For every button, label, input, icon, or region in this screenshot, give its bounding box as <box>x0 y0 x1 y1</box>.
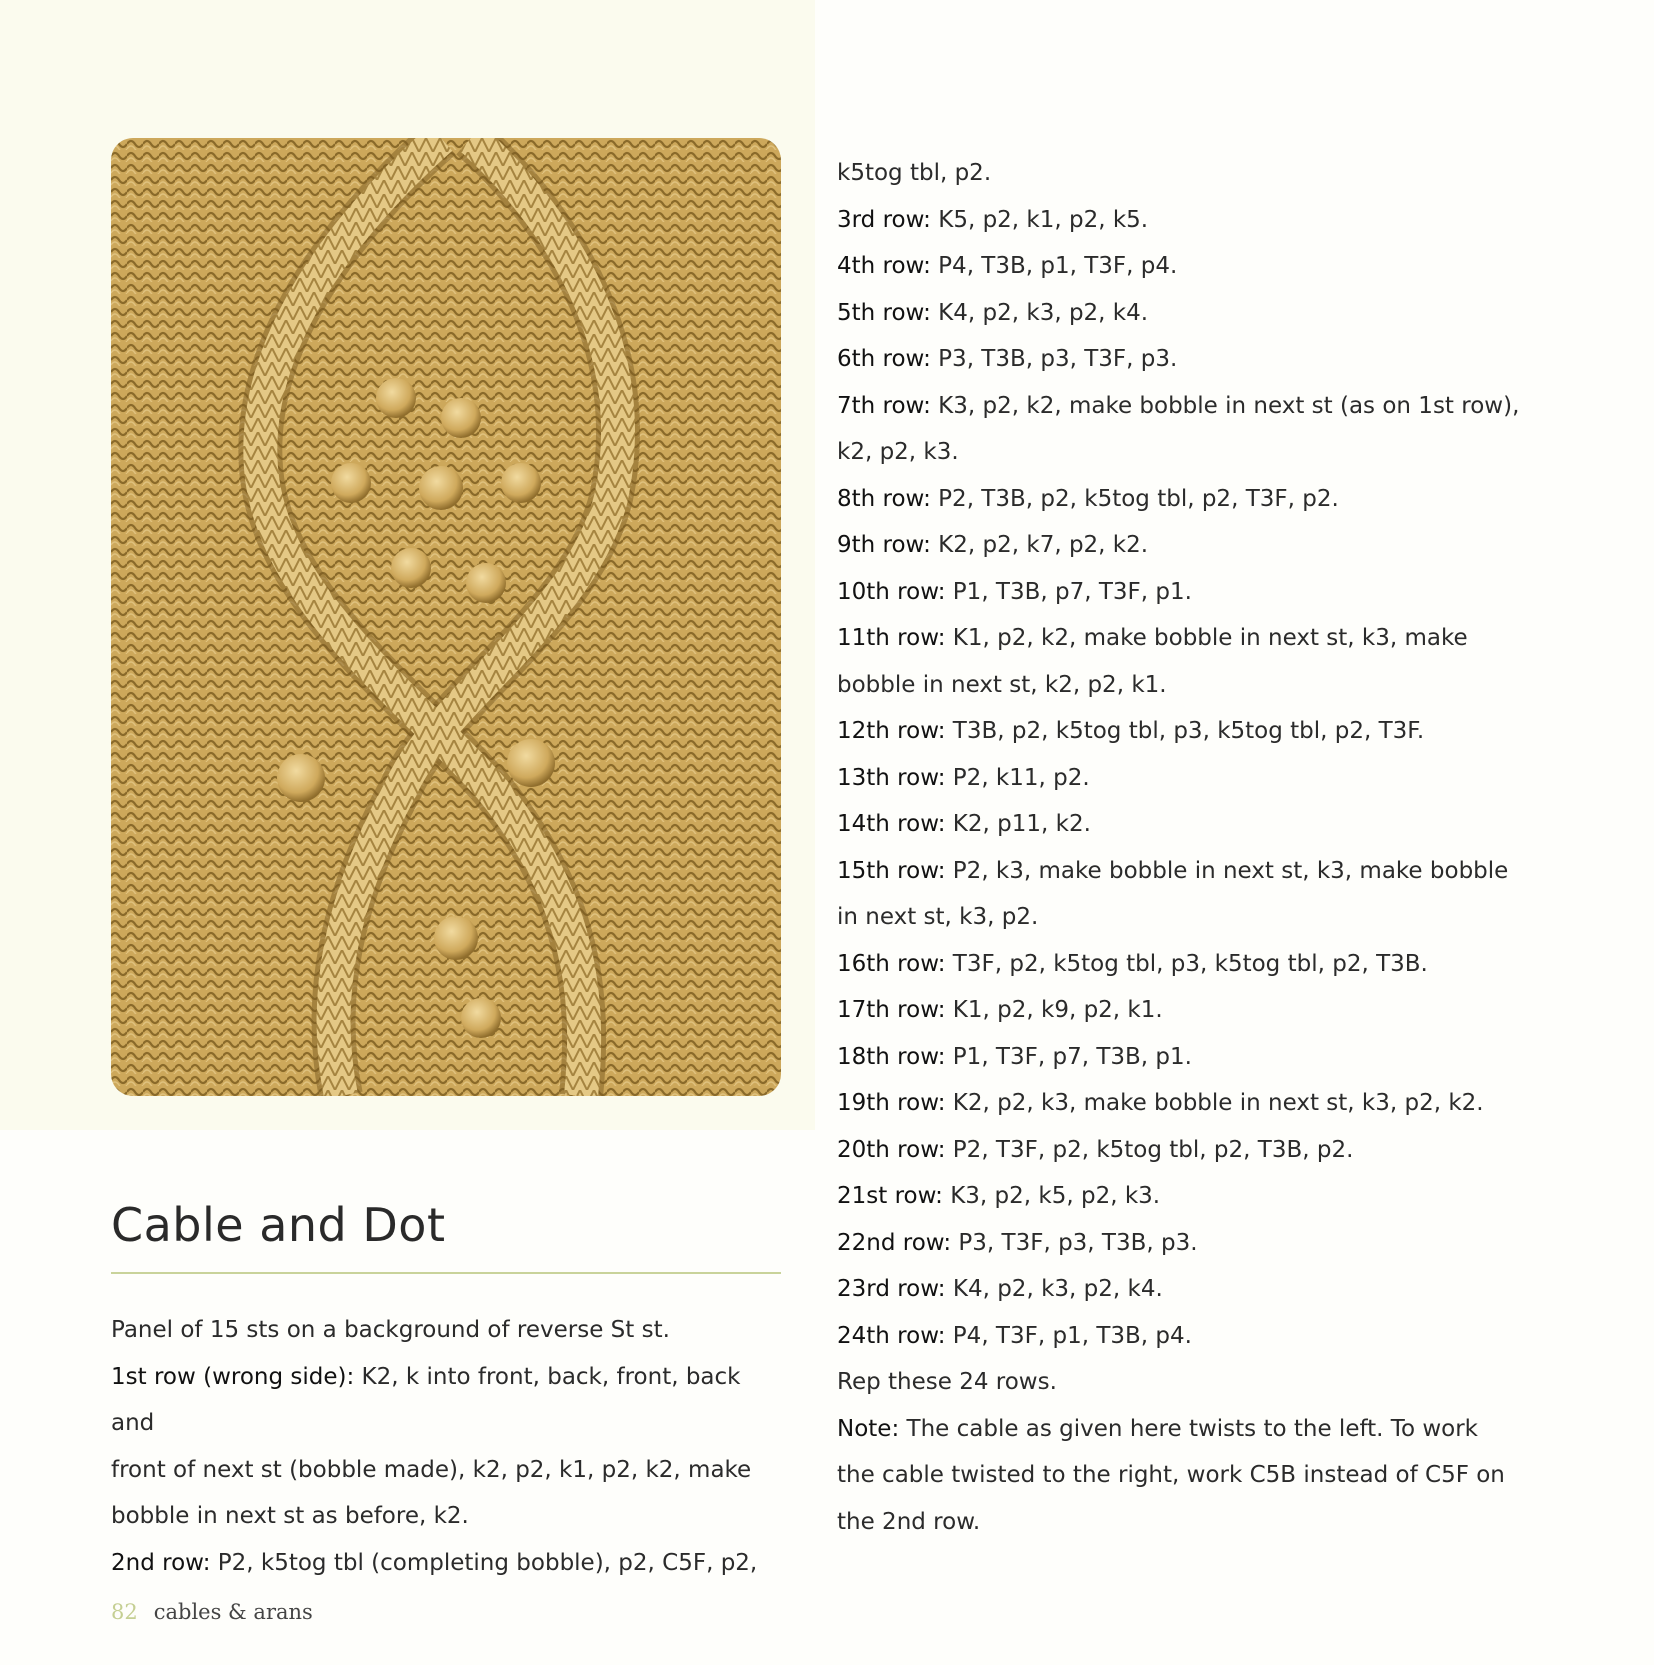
row-1-text-end: bobble in next st as before, k2. <box>111 1503 469 1529</box>
row-6-text: P3, T3B, p3, T3F, p3. <box>930 346 1178 372</box>
page-footer <box>111 1600 313 1624</box>
section-name: cables & arans <box>153 1600 313 1624</box>
row-22 <box>837 1220 1537 1267</box>
row-15 <box>837 848 1537 895</box>
row-15-text-cont: in next st, k3, p2. <box>837 904 1039 930</box>
row-20-text: P2, T3F, p2, k5tog tbl, p2, T3B, p2. <box>945 1136 1354 1163</box>
row-12-text: T3B, p2, k5tog tbl, p3, k5tog tbl, p2, T3F. <box>945 718 1425 744</box>
row-24-label: 24th row: <box>837 1322 946 1349</box>
instructions-column-left <box>111 1307 791 1586</box>
row-17 <box>837 987 1537 1034</box>
row-22-label: 22nd row: <box>837 1229 952 1256</box>
row-4 <box>837 243 1537 290</box>
row-19 <box>837 1080 1537 1127</box>
row-11 <box>837 615 1537 662</box>
row-11-text: K1, p2, k2, make bobble in next st, k3, make <box>945 625 1468 651</box>
row-23-label: 23rd row: <box>837 1276 946 1302</box>
row-24 <box>837 1313 1537 1360</box>
row-2 <box>111 1540 791 1587</box>
row-21 <box>837 1173 1537 1220</box>
row-17-label: 17th row: <box>837 997 946 1023</box>
row-7-text-cont: k2, p2, k3. <box>837 439 959 465</box>
row-19-text: K2, p2, k3, make bobble in next st, k3, p2, k2. <box>945 1090 1484 1116</box>
row-20 <box>837 1127 1537 1174</box>
row-9 <box>837 522 1537 569</box>
row-8-label: 8th row: <box>837 485 931 512</box>
row-11-label: 11th row: <box>837 625 946 651</box>
row-4-text: P4, T3B, p1, T3F, p4. <box>930 253 1178 279</box>
row-22-text: P3, T3F, p3, T3B, p3. <box>951 1229 1198 1256</box>
row-16-text: T3F, p2, k5tog tbl, p3, k5tog tbl, p2, T3B. <box>945 950 1428 977</box>
row-3-label: 3rd row: <box>837 206 931 233</box>
row-17-text: K1, p2, k9, p2, k1. <box>945 997 1163 1023</box>
row-16-label: 16th row: <box>837 950 946 977</box>
row-19-label: 19th row: <box>837 1090 946 1116</box>
row-10 <box>837 569 1537 616</box>
pattern-title: Cable and Dot <box>111 1198 446 1252</box>
row-5 <box>837 290 1537 337</box>
row-1-label: 1st row (wrong side): <box>111 1363 355 1390</box>
row-8-text: P2, T3B, p2, k5tog tbl, p2, T3F, p2. <box>930 485 1339 512</box>
knitted-swatch-photo <box>111 138 781 1096</box>
row-7 <box>837 383 1537 430</box>
row-14-label: 14th row: <box>837 811 946 837</box>
row-14 <box>837 801 1537 848</box>
row-2-text: P2, k5tog tbl (completing bobble), p2, C5F, p2, <box>210 1549 758 1576</box>
row-3-text: K5, p2, k1, p2, k5. <box>930 206 1149 233</box>
row-13-text: P2, k11, p2. <box>945 764 1090 791</box>
row-2-label: 2nd row: <box>111 1549 211 1576</box>
row-5-text: K4, p2, k3, p2, k4. <box>930 299 1149 326</box>
row-1-text-cont: front of next st (bobble made), k2, p2, k1, p2, k2, make <box>111 1456 752 1483</box>
row-9-label: 9th row: <box>837 532 931 558</box>
row-7-label: 7th row: <box>837 392 931 419</box>
row-21-label: 21st row: <box>837 1183 943 1209</box>
row-16 <box>837 941 1537 988</box>
row-2-text-cont: k5tog tbl, p2. <box>837 160 992 186</box>
note-label: Note: <box>837 1415 900 1442</box>
row-21-text: K3, p2, k5, p2, k3. <box>942 1183 1161 1209</box>
row-18 <box>837 1034 1537 1081</box>
row-24-text: P4, T3F, p1, T3B, p4. <box>945 1322 1192 1349</box>
row-12 <box>837 708 1537 755</box>
note-text-end: the 2nd row. <box>837 1508 981 1535</box>
instructions-column-right <box>837 150 1537 1545</box>
note-text: The cable as given here twists to the left. To work <box>899 1415 1478 1442</box>
row-20-label: 20th row: <box>837 1136 946 1163</box>
row-18-label: 18th row: <box>837 1043 946 1070</box>
note <box>837 1406 1537 1453</box>
row-15-text: P2, k3, make bobble in next st, k3, make bobble <box>945 857 1509 884</box>
row-12-label: 12th row: <box>837 718 946 744</box>
page-number: 82 <box>111 1600 138 1624</box>
row-23-text: K4, p2, k3, p2, k4. <box>945 1276 1163 1302</box>
intro-text: Panel of 15 sts on a background of reverse St st. <box>111 1317 670 1343</box>
row-13-label: 13th row: <box>837 764 946 791</box>
row-9-text: K2, p2, k7, p2, k2. <box>930 532 1149 558</box>
row-1 <box>111 1354 791 1447</box>
row-14-text: K2, p11, k2. <box>945 811 1091 837</box>
row-23 <box>837 1266 1537 1313</box>
row-8 <box>837 476 1537 523</box>
row-10-label: 10th row: <box>837 578 946 605</box>
title-divider <box>111 1272 781 1274</box>
row-15-label: 15th row: <box>837 857 946 884</box>
note-text-cont: the cable twisted to the right, work C5B instead of C5F on <box>837 1462 1505 1488</box>
row-4-label: 4th row: <box>837 253 931 279</box>
row-6 <box>837 336 1537 383</box>
row-6-label: 6th row: <box>837 346 931 372</box>
row-18-text: P1, T3F, p7, T3B, p1. <box>945 1043 1192 1070</box>
row-7-text: K3, p2, k2, make bobble in next st (as on 1st row), <box>930 392 1520 419</box>
row-5-label: 5th row: <box>837 299 931 326</box>
row-13 <box>837 755 1537 802</box>
row-1-text: K2, k into front, back, front, back and <box>111 1363 741 1436</box>
repeat-instruction: Rep these 24 rows. <box>837 1369 1057 1395</box>
row-11-text-cont: bobble in next st, k2, p2, k1. <box>837 671 1167 698</box>
row-10-text: P1, T3B, p7, T3F, p1. <box>945 578 1192 605</box>
row-3 <box>837 197 1537 244</box>
